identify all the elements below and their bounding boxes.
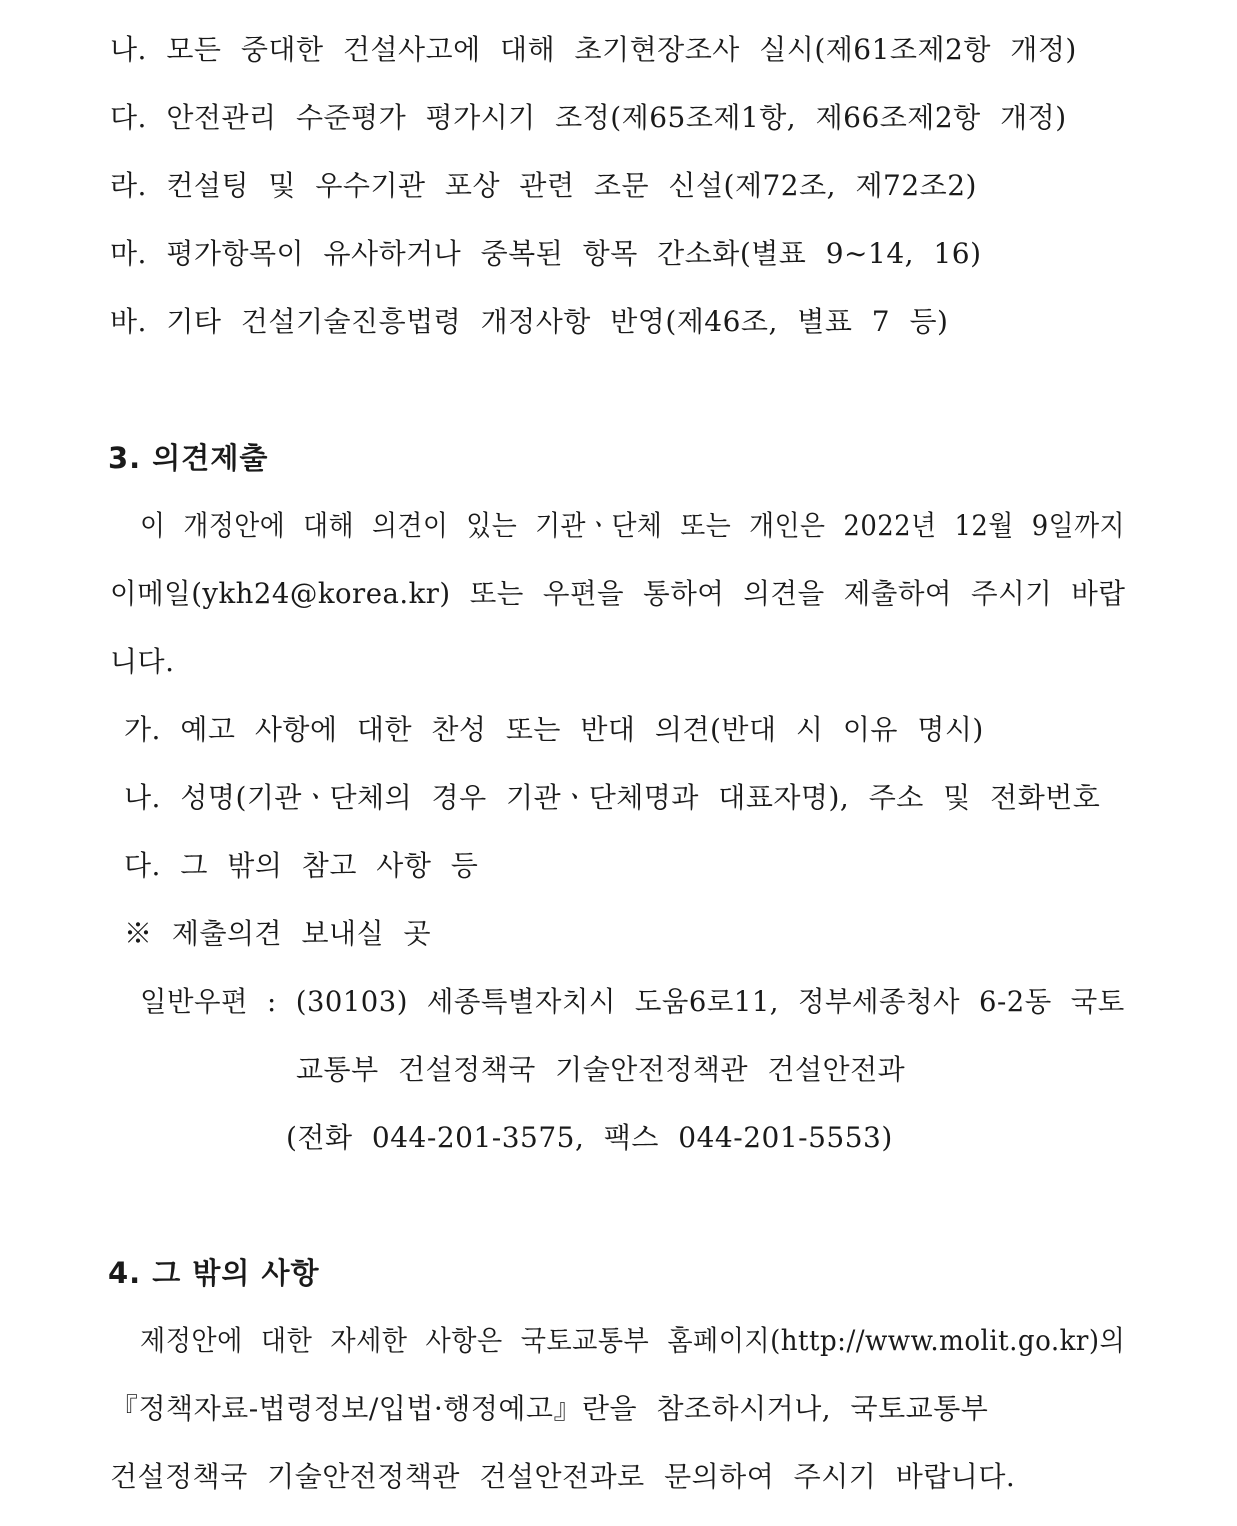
submission-note: ※ 제출의견 보내실 곳: [124, 917, 432, 950]
opinion-item-ga: 가. 예고 사항에 대한 찬성 또는 반대 의견(반대 시 이유 명시): [124, 713, 984, 746]
opinion-intro-line-1: 이 개정안에 대해 의견이 있는 기관ㆍ단체 또는 개인은 2022년 12월 9일까지: [140, 509, 1125, 542]
mail-address-line-2: 교통부 건설정책국 기술안전정책관 건설안전과: [296, 1053, 906, 1086]
amendment-item-ma: 마. 평가항목이 유사하거나 중복된 항목 간소화(별표 9∼14, 16): [110, 237, 982, 270]
opinion-intro-line-3: 니다.: [110, 645, 175, 678]
section-heading-opinion: 3. 의견제출: [108, 441, 269, 475]
other-line-1: 제정안에 대한 자세한 사항은 국토교통부 홈페이지(http://www.molit.go.kr)의: [140, 1324, 1126, 1357]
other-line-2: 『정책자료-법령정보/입법·행정예고』란을 참조하시거나, 국토교통부: [110, 1392, 989, 1425]
opinion-item-na: 나. 성명(기관ㆍ단체의 경우 기관ㆍ단체명과 대표자명), 주소 및 전화번호: [124, 781, 1101, 814]
mail-address-line-1: 일반우편 : (30103) 세종특별자치시 도움6로11, 정부세종청사 6-2동 국토: [140, 985, 1125, 1018]
other-line-3: 건설정책국 기술안전정책관 건설안전과로 문의하여 주시기 바랍니다.: [110, 1460, 1016, 1493]
amendment-item-da: 다. 안전관리 수준평가 평가시기 조정(제65조제1항, 제66조제2항 개정): [110, 101, 1067, 134]
amendment-item-ba: 바. 기타 건설기술진흥법령 개정사항 반영(제46조, 별표 7 등): [110, 305, 949, 338]
opinion-intro-line-2: 이메일(ykh24@korea.kr) 또는 우편을 통하여 의견을 제출하여 주시기 바랍: [110, 577, 1126, 610]
amendment-item-ra: 라. 컨설팅 및 우수기관 포상 관련 조문 신설(제72조, 제72조2): [110, 169, 977, 202]
amendment-item-na: 나. 모든 중대한 건설사고에 대해 초기현장조사 실시(제61조제2항 개정): [110, 33, 1077, 66]
section-heading-other: 4. 그 밖의 사항: [108, 1256, 320, 1290]
contact-phone-fax: (전화 044-201-3575, 팩스 044-201-5553): [286, 1121, 893, 1154]
opinion-item-da: 다. 그 밖의 참고 사항 등: [124, 849, 479, 882]
